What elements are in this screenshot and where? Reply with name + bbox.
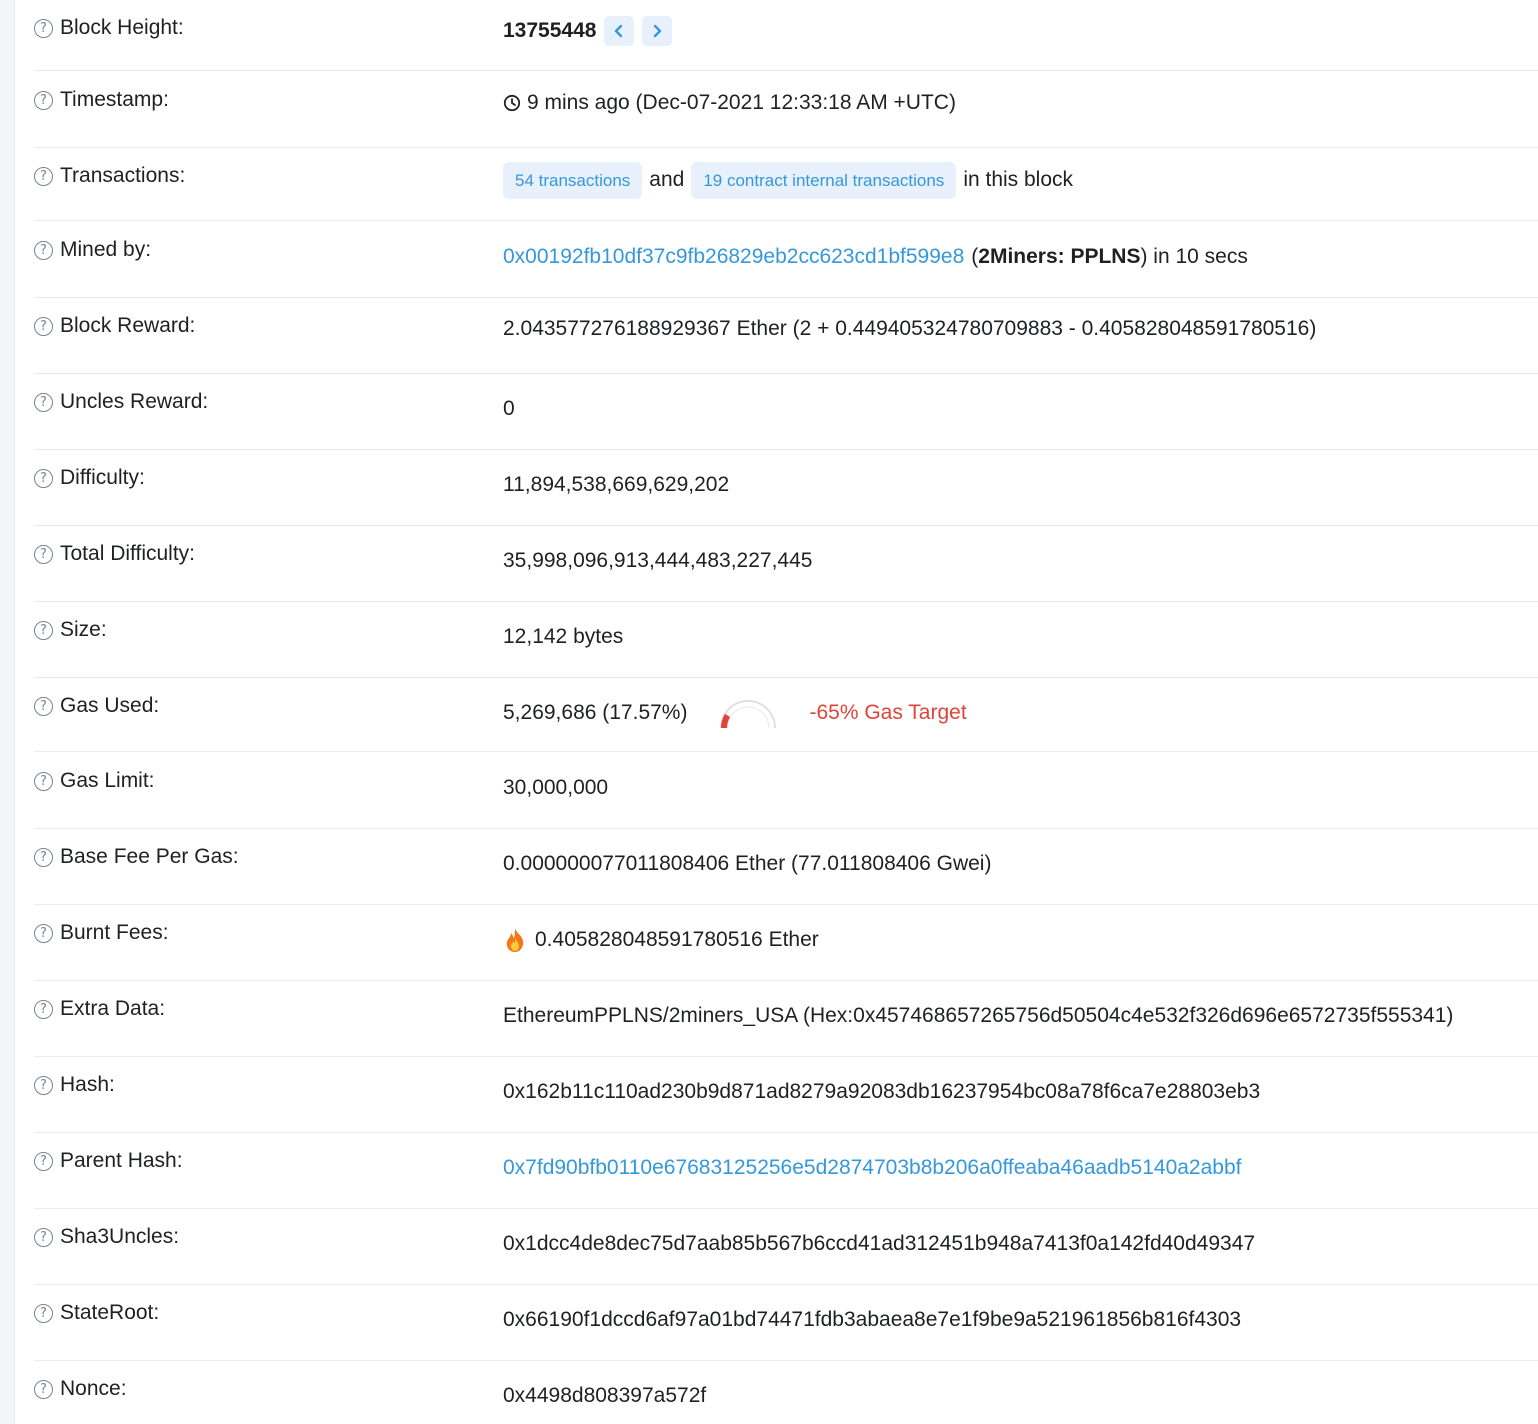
label-text: Nonce: bbox=[60, 1377, 127, 1400]
label-nonce bbox=[34, 1375, 127, 1403]
label-text: Gas Limit: bbox=[60, 769, 155, 792]
question-circle-icon[interactable]: ? bbox=[34, 317, 53, 336]
question-circle-icon[interactable]: ? bbox=[34, 1304, 53, 1323]
row-mined-by bbox=[34, 221, 1538, 298]
burnt-fees-text: 0.405828048591780516 Ether bbox=[535, 928, 819, 951]
and-text: and bbox=[649, 168, 685, 191]
row-gas-used bbox=[34, 677, 1538, 752]
gauge-track bbox=[721, 701, 775, 728]
value-timestamp bbox=[503, 88, 956, 118]
label-state-root bbox=[34, 1299, 159, 1327]
label-text: Block Reward: bbox=[60, 314, 196, 337]
block-height-number: 13755448 bbox=[503, 19, 597, 42]
row-parent-hash bbox=[34, 1132, 1538, 1209]
question-circle-icon[interactable]: ? bbox=[34, 167, 53, 186]
label-text: Parent Hash: bbox=[60, 1149, 183, 1172]
value-transactions bbox=[503, 165, 1073, 195]
label-gas-limit bbox=[34, 767, 155, 795]
row-total-difficulty bbox=[34, 525, 1538, 602]
internal-transactions-link[interactable]: 19 contract internal transactions bbox=[691, 162, 956, 199]
value-block-height bbox=[503, 16, 672, 46]
label-text: Difficulty: bbox=[60, 466, 145, 489]
value-state-root: 0x66190f1dccd6af97a01bd74471fdb3abaea8e7e1f9be9a521961856b816f4303 bbox=[503, 1308, 1242, 1331]
label-text: Base Fee Per Gas: bbox=[60, 845, 239, 868]
row-state-root bbox=[34, 1284, 1538, 1361]
value-base-fee: 0.000000077011808406 Ether (77.011808406 Gwei) bbox=[503, 852, 992, 875]
transactions-link[interactable]: 54 transactions bbox=[503, 162, 642, 199]
mined-time-text: ) in 10 secs bbox=[1140, 245, 1248, 268]
row-hash bbox=[34, 1056, 1538, 1133]
question-circle-icon[interactable]: ? bbox=[34, 19, 53, 38]
label-total-difficulty bbox=[34, 540, 195, 568]
label-text: Burnt Fees: bbox=[60, 921, 169, 944]
question-circle-icon[interactable]: ? bbox=[34, 241, 53, 260]
row-gas-limit bbox=[34, 752, 1538, 829]
question-circle-icon[interactable]: ? bbox=[34, 1000, 53, 1019]
label-extra-data bbox=[34, 995, 165, 1023]
gas-gauge bbox=[715, 695, 781, 731]
question-circle-icon[interactable]: ? bbox=[34, 621, 53, 640]
row-difficulty bbox=[34, 449, 1538, 526]
fire-icon bbox=[503, 927, 527, 953]
row-size bbox=[34, 601, 1538, 678]
question-circle-icon[interactable]: ? bbox=[34, 393, 53, 412]
label-base-fee bbox=[34, 843, 239, 871]
question-circle-icon[interactable]: ? bbox=[34, 772, 53, 791]
label-parent-hash bbox=[34, 1147, 183, 1175]
question-circle-icon[interactable]: ? bbox=[34, 697, 53, 716]
value-difficulty: 11,894,538,669,629,202 bbox=[503, 473, 730, 496]
question-circle-icon[interactable]: ? bbox=[34, 469, 53, 488]
gas-target-text: -65% Gas Target bbox=[809, 701, 967, 724]
value-mined-by bbox=[503, 242, 1248, 272]
label-text: Extra Data: bbox=[60, 997, 166, 1020]
in-this-block-text: in this block bbox=[963, 168, 1074, 191]
row-base-fee bbox=[34, 828, 1538, 905]
question-circle-icon[interactable]: ? bbox=[34, 91, 53, 110]
row-extra-data bbox=[34, 980, 1538, 1057]
label-hash bbox=[34, 1071, 115, 1099]
block-overview-card bbox=[14, 0, 1538, 1424]
prev-block-button[interactable] bbox=[604, 16, 634, 46]
chevron-left-icon bbox=[613, 24, 625, 38]
gas-used-text: 5,269,686 (17.57%) bbox=[503, 701, 688, 724]
question-circle-icon[interactable]: ? bbox=[34, 545, 53, 564]
row-timestamp bbox=[34, 71, 1538, 148]
miner-name: 2Miners: PPLNS bbox=[978, 245, 1141, 268]
label-block-height bbox=[34, 14, 184, 42]
row-block-height bbox=[34, 0, 1538, 71]
value-size: 12,142 bytes bbox=[503, 625, 624, 648]
label-burnt-fees bbox=[34, 919, 169, 947]
label-mined-by bbox=[34, 236, 151, 264]
label-text: Mined by: bbox=[60, 238, 152, 261]
label-sha3uncles bbox=[34, 1223, 179, 1251]
chevron-right-icon bbox=[651, 24, 663, 38]
next-block-button[interactable] bbox=[642, 16, 672, 46]
timestamp-text: 9 mins ago (Dec-07-2021 12:33:18 AM +UTC) bbox=[527, 91, 956, 114]
label-uncles-reward bbox=[34, 388, 208, 416]
label-transactions bbox=[34, 162, 185, 190]
label-text: Transactions: bbox=[60, 164, 186, 187]
row-burnt-fees bbox=[34, 904, 1538, 981]
value-extra-data: EthereumPPLNS/2miners_USA (Hex:0x457468657265756d50504c4e532f326d696e6572735f555341) bbox=[503, 1004, 1454, 1027]
open-paren: ( bbox=[971, 245, 979, 268]
row-nonce bbox=[34, 1360, 1538, 1424]
label-text: Timestamp: bbox=[60, 88, 169, 111]
row-uncles-reward bbox=[34, 373, 1538, 450]
question-circle-icon[interactable]: ? bbox=[34, 1228, 53, 1247]
value-nonce: 0x4498d808397a572f bbox=[503, 1384, 707, 1407]
value-block-reward: 2.043577276188929367 Ether (2 + 0.449405324780709883 - 0.405828048591780516) bbox=[503, 317, 1317, 340]
label-text: Gas Used: bbox=[60, 694, 160, 717]
value-sha3uncles: 0x1dcc4de8dec75d7aab85b567b6ccd41ad312451b948a7413f0a142fd40d49347 bbox=[503, 1232, 1256, 1255]
row-transactions bbox=[34, 147, 1538, 221]
gauge-fill bbox=[721, 714, 730, 728]
value-gas-limit: 30,000,000 bbox=[503, 776, 609, 799]
miner-address-link[interactable]: 0x00192fb10df37c9fb26829eb2cc623cd1bf599e8 bbox=[503, 245, 965, 268]
label-text: Hash: bbox=[60, 1073, 115, 1096]
value-total-difficulty: 35,998,096,913,444,483,227,445 bbox=[503, 549, 813, 572]
question-circle-icon[interactable]: ? bbox=[34, 1152, 53, 1171]
label-text: StateRoot: bbox=[60, 1301, 160, 1324]
row-block-reward bbox=[34, 297, 1538, 374]
label-size bbox=[34, 616, 107, 644]
label-difficulty bbox=[34, 464, 145, 492]
question-circle-icon[interactable]: ? bbox=[34, 1076, 53, 1095]
label-block-reward bbox=[34, 312, 195, 340]
question-circle-icon[interactable]: ? bbox=[34, 924, 53, 943]
row-sha3uncles bbox=[34, 1208, 1538, 1285]
label-text: Size: bbox=[60, 618, 107, 641]
clock-icon bbox=[503, 94, 521, 112]
gauge-inner-track bbox=[727, 707, 769, 728]
question-circle-icon[interactable]: ? bbox=[34, 1380, 53, 1399]
label-text: Block Height: bbox=[60, 16, 184, 39]
label-text: Total Difficulty: bbox=[60, 542, 195, 565]
label-text: Uncles Reward: bbox=[60, 390, 209, 413]
label-timestamp bbox=[34, 86, 169, 114]
label-text: Sha3Uncles: bbox=[60, 1225, 180, 1248]
value-gas-used bbox=[503, 693, 967, 733]
value-burnt-fees bbox=[503, 925, 819, 955]
value-uncles-reward: 0 bbox=[503, 397, 515, 420]
label-gas-used bbox=[34, 692, 159, 720]
parent-hash-link[interactable]: 0x7fd90bfb0110e67683125256e5d2874703b8b206a0ffeaba46aadb5140a2abbf bbox=[503, 1156, 1242, 1179]
value-hash: 0x162b11c110ad230b9d871ad8279a92083db16237954bc08a78f6ca7e28803eb3 bbox=[503, 1080, 1261, 1103]
question-circle-icon[interactable]: ? bbox=[34, 848, 53, 867]
